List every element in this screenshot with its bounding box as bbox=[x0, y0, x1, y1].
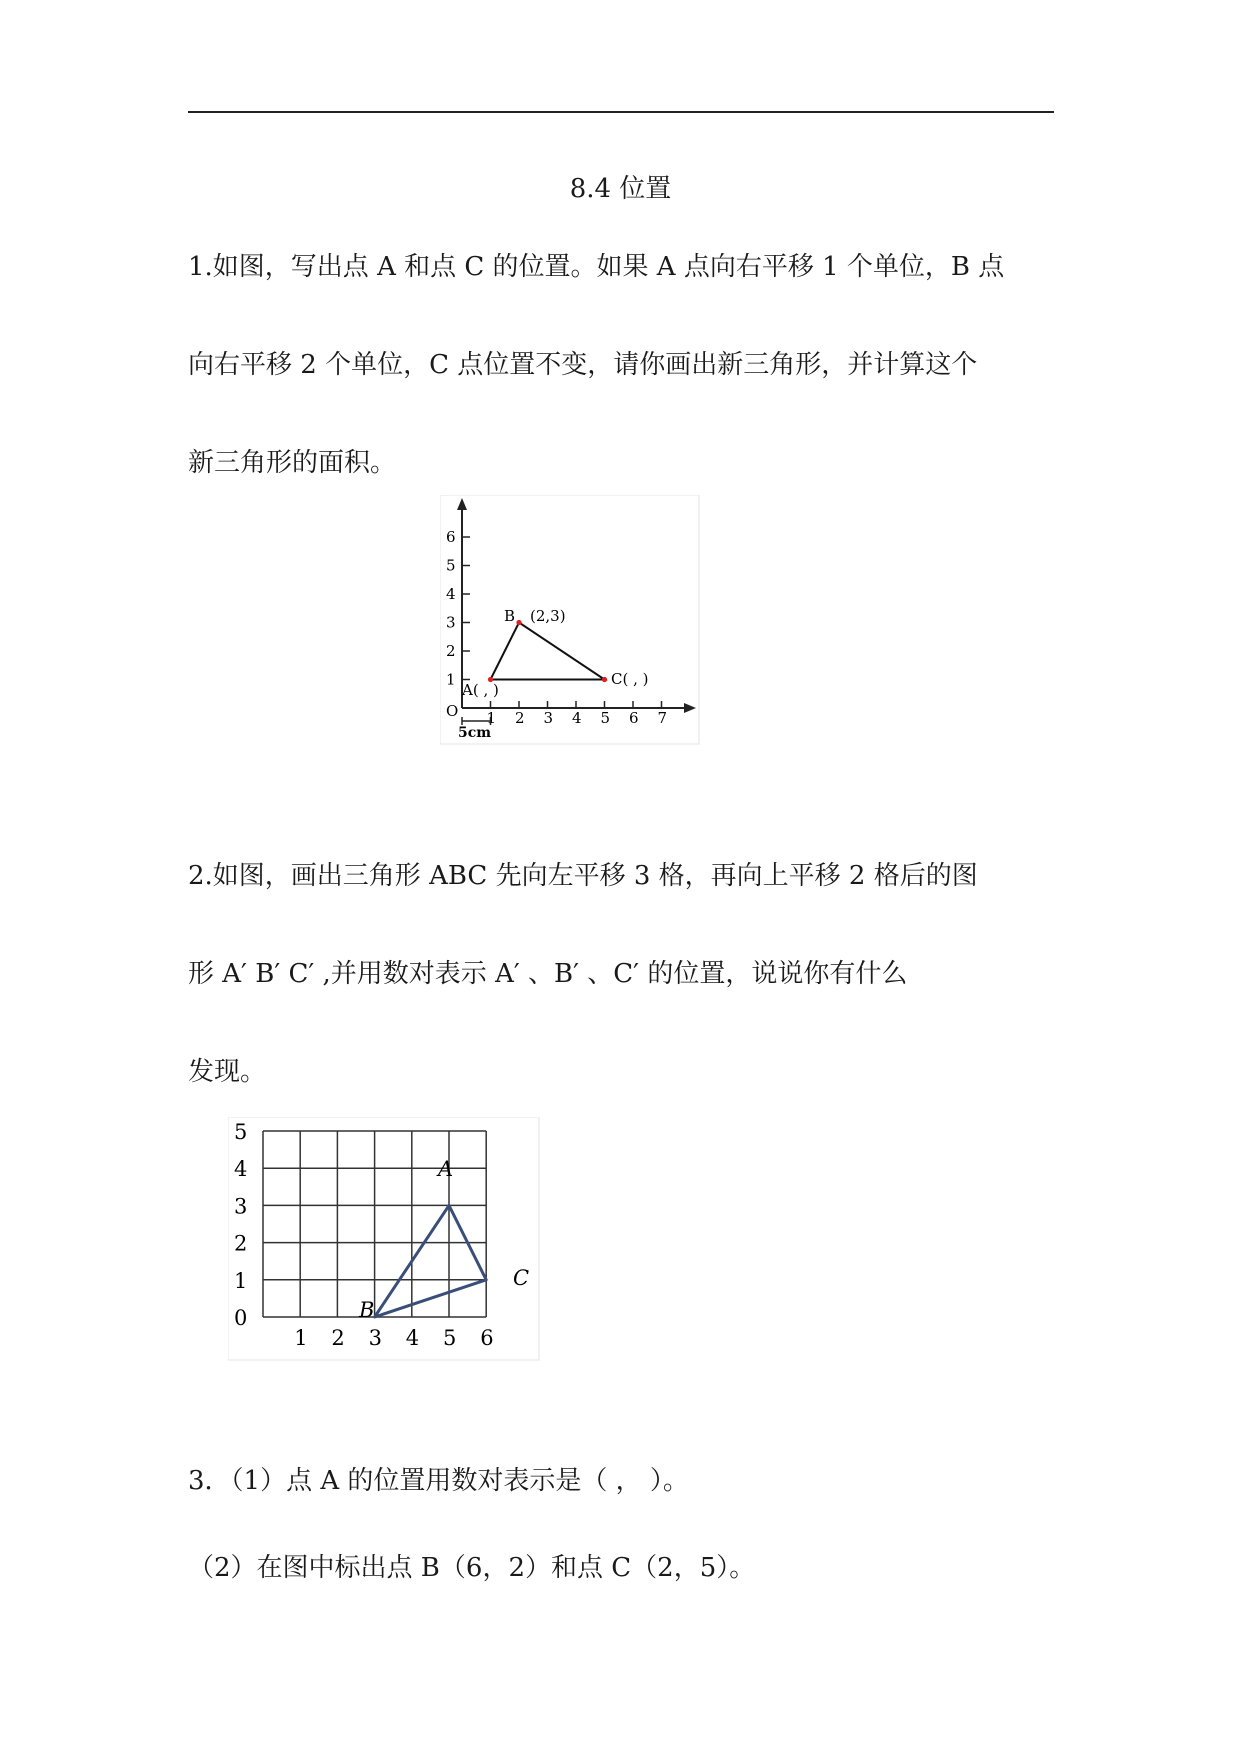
point-b-coords: (2,3) bbox=[530, 607, 566, 625]
x-tick-label: 3 bbox=[543, 709, 554, 727]
x-tick-label: 6 bbox=[480, 1326, 494, 1350]
question-3-part-2: （2）在图中标出点 B（6，2）和点 C（2，5）。 bbox=[188, 1553, 756, 1583]
y-tick-label: 4 bbox=[234, 1157, 248, 1182]
point-c-label: C( , ) bbox=[611, 670, 649, 688]
y-tick-label: 3 bbox=[446, 613, 456, 632]
x-tick-label: 7 bbox=[657, 709, 668, 727]
x-tick-label: 4 bbox=[572, 709, 582, 727]
question-2-line-3: 发现。 bbox=[188, 1057, 267, 1087]
y-tick-label: 1 bbox=[446, 670, 456, 689]
y-tick-label: 0 bbox=[234, 1306, 248, 1330]
y-tick-label: 5 bbox=[446, 556, 456, 575]
point-b bbox=[516, 620, 521, 625]
y-tick-label: 2 bbox=[234, 1231, 248, 1256]
x-tick-label: 4 bbox=[405, 1326, 420, 1350]
y-tick-label: 2 bbox=[446, 642, 456, 660]
question-2-line-2: 形 A′ B′ C′ ,并用数对表示 A′ 、B′ 、C′ 的位置，说说你有什么 bbox=[188, 959, 908, 989]
y-tick-label: 5 bbox=[234, 1120, 248, 1144]
header-rule bbox=[188, 111, 1054, 113]
origin-label: O bbox=[446, 702, 459, 720]
x-tick-label: 2 bbox=[515, 709, 525, 727]
y-tick-label: 1 bbox=[234, 1268, 248, 1293]
y-tick-label: 3 bbox=[234, 1194, 248, 1219]
x-tick-label: 3 bbox=[368, 1326, 382, 1350]
page-title: 8.4 位置 bbox=[569, 174, 672, 204]
x-tick-label: 5 bbox=[600, 709, 611, 727]
point-b-label: B bbox=[504, 607, 516, 625]
question-2-line-1: 2.如图，画出三角形 ABC 先向左平移 3 格，再向上平移 2 格后的图 bbox=[188, 861, 978, 891]
figure-1-coordinate-plot bbox=[440, 495, 700, 745]
y-tick-label: 6 bbox=[446, 528, 456, 546]
vertex-b-label: B bbox=[359, 1298, 375, 1322]
x-tick-label: 2 bbox=[331, 1326, 345, 1350]
question-1-line-2: 向右平移 2 个单位，C 点位置不变，请你画出新三角形，并计算这个 bbox=[188, 350, 978, 380]
x-tick-label: 6 bbox=[629, 709, 639, 727]
vertex-a-label: A bbox=[438, 1157, 454, 1181]
point-a-label: A( , ) bbox=[462, 681, 499, 699]
question-1-line-3: 新三角形的面积。 bbox=[188, 448, 397, 478]
vertex-c-label: C bbox=[513, 1266, 530, 1290]
figure-2-grid bbox=[228, 1117, 540, 1361]
scale-label: 5cm bbox=[458, 725, 492, 741]
x-tick-label: 5 bbox=[443, 1326, 457, 1350]
point-c bbox=[602, 677, 607, 682]
question-1-line-1: 1.如图，写出点 A 和点 C 的位置。如果 A 点向右平移 1 个单位，B 点 bbox=[188, 252, 1005, 282]
x-tick-label: 1 bbox=[294, 1326, 308, 1350]
question-3-part-1: 3．（1）点 A 的位置用数对表示是（ ， ）。 bbox=[188, 1466, 689, 1496]
y-tick-label: 4 bbox=[446, 585, 456, 603]
x-tick-label: 1 bbox=[486, 709, 497, 727]
